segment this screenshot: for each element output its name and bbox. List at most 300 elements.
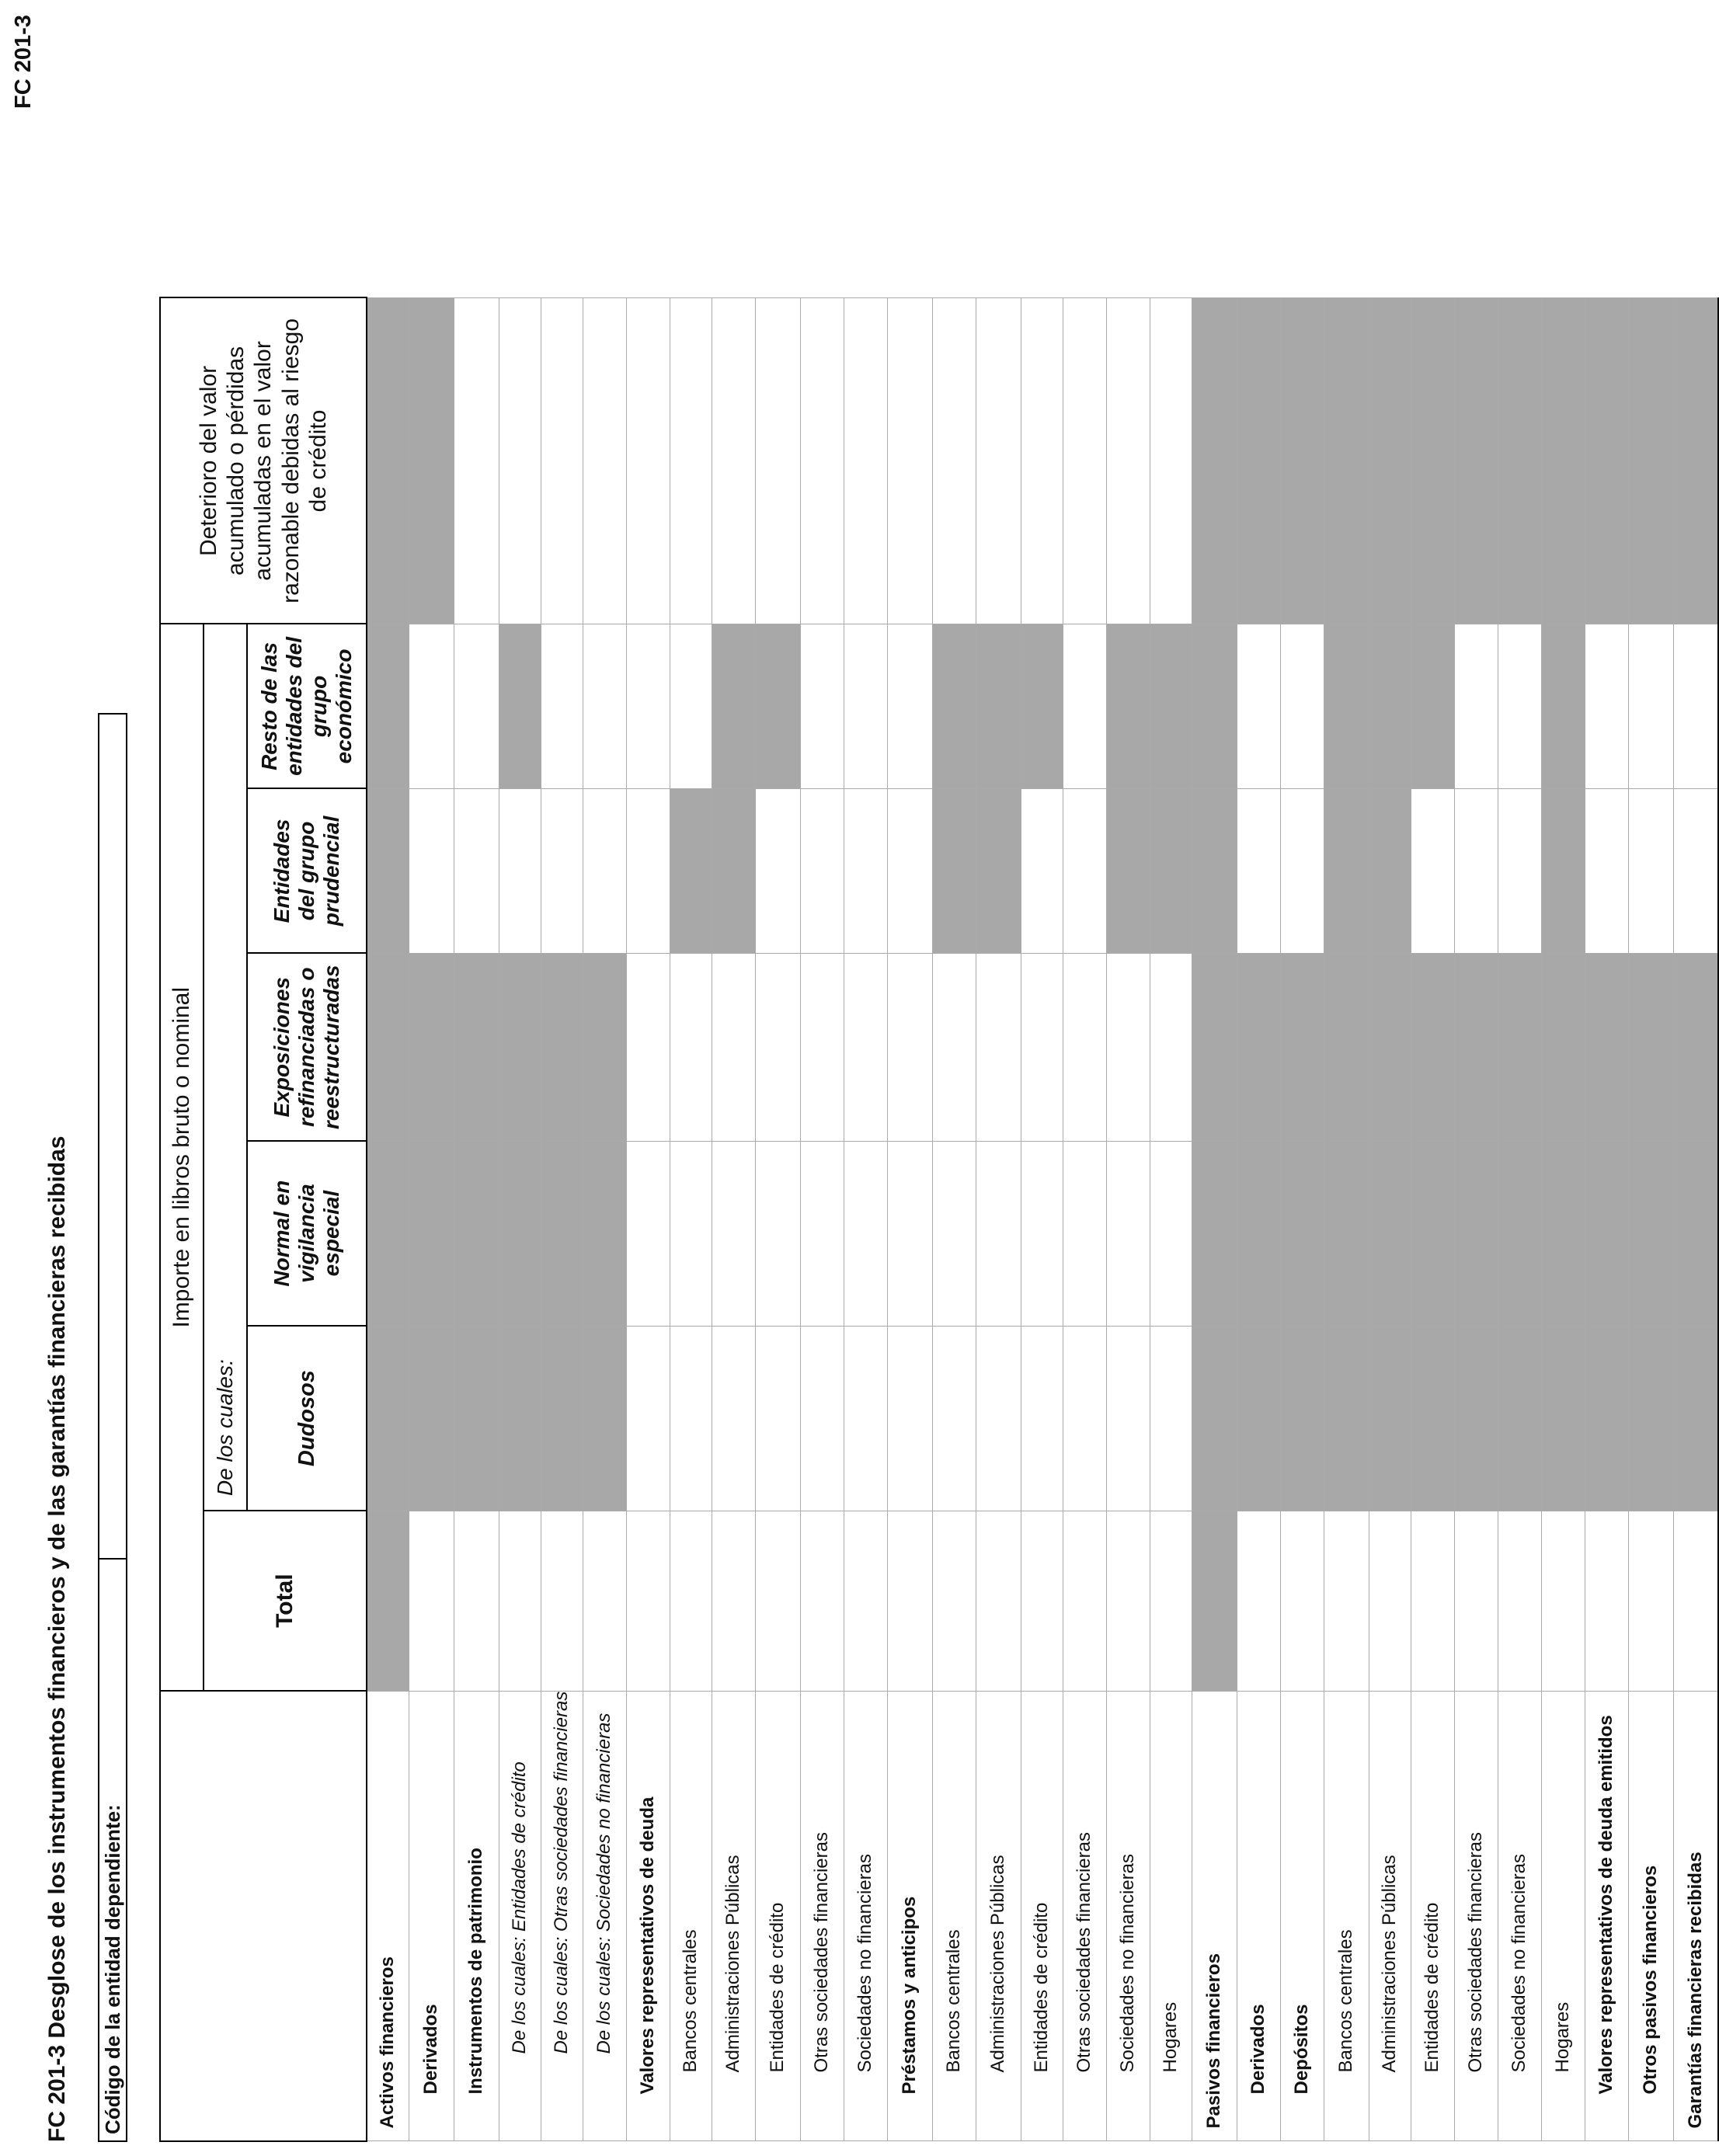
input-cell[interactable] — [583, 297, 626, 624]
input-cell[interactable] — [976, 1141, 1021, 1326]
input-cell[interactable] — [583, 1511, 626, 1691]
input-cell[interactable] — [1498, 1511, 1541, 1691]
row-label — [1237, 1691, 1280, 2141]
input-cell[interactable] — [1628, 1511, 1673, 1691]
shaded-cell — [1498, 297, 1541, 624]
table-row — [583, 297, 626, 2141]
input-cell[interactable] — [1063, 788, 1106, 953]
shaded-cell — [1585, 1141, 1628, 1326]
input-cell[interactable] — [1585, 788, 1628, 953]
shaded-cell — [1541, 297, 1585, 624]
shaded-cell — [499, 1326, 541, 1511]
input-cell[interactable] — [887, 1326, 932, 1511]
input-cell[interactable] — [976, 1511, 1021, 1691]
input-cell[interactable] — [670, 1326, 712, 1511]
table-row — [844, 297, 887, 2141]
shaded-cell — [1541, 1141, 1585, 1326]
input-cell[interactable] — [712, 953, 755, 1141]
table-row — [1454, 297, 1498, 2141]
refinanciadas-header: Exposiciones refinanciadas o reestructuradas — [247, 953, 367, 1141]
row-label — [1150, 1691, 1192, 2141]
input-cell[interactable] — [712, 1141, 755, 1326]
input-cell[interactable] — [1237, 788, 1280, 953]
input-cell[interactable] — [755, 297, 800, 624]
row-label-text: Administraciones Públicas — [722, 1855, 743, 2073]
shaded-cell — [976, 788, 1021, 953]
row-label — [976, 1691, 1021, 2141]
row-label-text: Instrumentos de patrimonio — [465, 1848, 486, 2095]
table-row — [1192, 297, 1237, 2141]
row-label-header — [160, 1691, 367, 2141]
shaded-cell — [1192, 788, 1237, 953]
shaded-cell — [670, 788, 712, 953]
shaded-cell — [1673, 297, 1718, 624]
row-label — [454, 1691, 499, 2141]
shaded-cell — [1369, 1326, 1411, 1511]
input-cell[interactable] — [844, 788, 887, 953]
shaded-cell — [409, 297, 454, 624]
table-row — [1280, 297, 1324, 2141]
input-cell[interactable] — [844, 1326, 887, 1511]
input-cell[interactable] — [499, 297, 541, 624]
table-row — [800, 297, 844, 2141]
input-cell[interactable] — [1454, 788, 1498, 953]
shaded-cell — [1150, 788, 1192, 953]
input-cell[interactable] — [1063, 1511, 1106, 1691]
row-label — [712, 1691, 755, 2141]
row-label-text: Depósitos — [1291, 2004, 1312, 2095]
shaded-cell — [1369, 953, 1411, 1141]
table-row — [367, 297, 409, 2141]
input-cell[interactable] — [712, 297, 755, 624]
input-cell[interactable] — [1150, 953, 1192, 1141]
shaded-cell — [1628, 1326, 1673, 1511]
row-label — [1454, 1691, 1498, 2141]
input-cell[interactable] — [626, 297, 670, 624]
input-cell[interactable] — [670, 624, 712, 788]
form-code: FC 201-3 — [11, 15, 36, 109]
input-cell[interactable] — [1541, 1511, 1585, 1691]
shaded-cell — [1192, 1326, 1237, 1511]
input-cell[interactable] — [887, 788, 932, 953]
input-cell[interactable] — [1106, 1141, 1150, 1326]
shaded-cell — [1324, 624, 1369, 788]
input-cell[interactable] — [1673, 1511, 1718, 1691]
input-cell[interactable] — [712, 1511, 755, 1691]
input-cell[interactable] — [1021, 1326, 1063, 1511]
row-label-text: Otras sociedades financieras — [1465, 1832, 1486, 2073]
input-cell[interactable] — [1063, 624, 1106, 788]
shaded-cell — [1280, 1141, 1324, 1326]
shaded-cell — [1237, 1326, 1280, 1511]
shaded-cell — [454, 1141, 499, 1326]
shaded-cell — [409, 1141, 454, 1326]
input-cell[interactable] — [626, 788, 670, 953]
shaded-cell — [499, 953, 541, 1141]
input-cell[interactable] — [755, 953, 800, 1141]
input-cell[interactable] — [844, 297, 887, 624]
input-cell[interactable] — [712, 1326, 755, 1511]
row-label-text: Entidades de crédito — [1031, 1902, 1052, 2073]
shaded-cell — [1541, 953, 1585, 1141]
shaded-cell — [1454, 1326, 1498, 1511]
shaded-cell — [1280, 297, 1324, 624]
input-cell[interactable] — [976, 1326, 1021, 1511]
input-cell[interactable] — [1673, 624, 1718, 788]
input-cell[interactable] — [1628, 624, 1673, 788]
input-cell[interactable] — [887, 1511, 932, 1691]
row-label — [755, 1691, 800, 2141]
shaded-cell — [755, 624, 800, 788]
input-cell[interactable] — [800, 297, 844, 624]
shaded-cell — [1324, 297, 1369, 624]
shaded-cell — [583, 953, 626, 1141]
shaded-cell — [1498, 1326, 1541, 1511]
input-cell[interactable] — [541, 788, 583, 953]
entity-code-box — [98, 713, 127, 2142]
table-row — [1541, 297, 1585, 2141]
shaded-cell — [367, 1326, 409, 1511]
shaded-cell — [932, 788, 976, 953]
shaded-cell — [541, 1141, 583, 1326]
row-label-text: Sociedades no financieras — [593, 1713, 614, 1932]
input-cell[interactable] — [800, 624, 844, 788]
input-cell[interactable] — [454, 624, 499, 788]
input-cell[interactable] — [409, 1511, 454, 1691]
input-cell[interactable] — [1280, 1511, 1324, 1691]
row-label — [409, 1691, 454, 2141]
input-cell[interactable] — [670, 1141, 712, 1326]
row-label — [583, 1691, 626, 2141]
row-label-text: Otras sociedades financieras — [551, 1691, 572, 1932]
row-label — [1369, 1691, 1411, 2141]
shaded-cell — [367, 788, 409, 953]
input-cell[interactable] — [1106, 1511, 1150, 1691]
input-cell[interactable] — [1673, 788, 1718, 953]
shaded-cell — [1324, 1141, 1369, 1326]
shaded-cell — [367, 1141, 409, 1326]
input-cell[interactable] — [626, 1326, 670, 1511]
breakdown-table — [159, 297, 1719, 2142]
input-cell[interactable] — [1411, 1511, 1454, 1691]
shaded-cell — [1628, 297, 1673, 624]
resto-grupo-header: Resto de las entidades del grupo económico — [247, 624, 367, 788]
input-cell[interactable] — [1106, 297, 1150, 624]
shaded-cell — [583, 1141, 626, 1326]
row-label-text: Hogares — [1552, 2001, 1573, 2073]
input-cell[interactable] — [844, 624, 887, 788]
shaded-cell — [1237, 1141, 1280, 1326]
row-label — [1673, 1691, 1718, 2141]
input-cell[interactable] — [1585, 624, 1628, 788]
shaded-cell — [1324, 788, 1369, 953]
shaded-cell — [1280, 1326, 1324, 1511]
input-cell[interactable] — [626, 953, 670, 1141]
row-label-text: Otras sociedades financieras — [1074, 1832, 1094, 2073]
table-row — [454, 297, 499, 2141]
shaded-cell — [1585, 1326, 1628, 1511]
table-row — [1021, 297, 1063, 2141]
shaded-cell — [367, 1511, 409, 1691]
shaded-cell — [1106, 624, 1150, 788]
table-row — [1673, 297, 1718, 2141]
row-label-text: Pasivos financieros — [1203, 1953, 1224, 2129]
shaded-cell — [1628, 1141, 1673, 1326]
table-row — [541, 297, 583, 2141]
input-cell[interactable] — [1628, 788, 1673, 953]
input-cell[interactable] — [887, 953, 932, 1141]
input-cell[interactable] — [800, 788, 844, 953]
input-cell[interactable] — [1021, 953, 1063, 1141]
row-label — [1498, 1691, 1541, 2141]
shaded-cell — [1192, 624, 1237, 788]
row-label-text: Entidades de crédito — [509, 1761, 530, 1932]
table-row — [976, 297, 1021, 2141]
input-cell[interactable] — [670, 297, 712, 624]
input-cell[interactable] — [454, 1511, 499, 1691]
shaded-cell — [367, 624, 409, 788]
input-cell[interactable] — [1369, 1511, 1411, 1691]
input-cell[interactable] — [1237, 1511, 1280, 1691]
page-title: FC 201-3 Desglose de los instrumentos financieros y de las garantías financieras recibidas — [44, 1135, 70, 2142]
input-cell[interactable] — [1498, 624, 1541, 788]
row-label-text: Otras sociedades financieras — [811, 1832, 832, 2073]
input-cell[interactable] — [755, 788, 800, 953]
input-cell[interactable] — [1063, 297, 1106, 624]
row-label-text: Administraciones Públicas — [1379, 1855, 1400, 2073]
shaded-cell — [1498, 1141, 1541, 1326]
row-label-text: Hogares — [1160, 2001, 1181, 2073]
input-cell[interactable] — [583, 624, 626, 788]
row-label — [1021, 1691, 1063, 2141]
input-cell[interactable] — [1063, 1326, 1106, 1511]
row-label-text: Derivados — [1247, 2004, 1268, 2095]
shaded-cell — [1150, 624, 1192, 788]
row-label — [541, 1691, 583, 2141]
row-label — [1324, 1691, 1369, 2141]
input-cell[interactable] — [670, 953, 712, 1141]
input-cell[interactable] — [454, 297, 499, 624]
grupo-prudencial-header: Entidades del grupo prudencial — [247, 788, 367, 953]
table-row — [1369, 297, 1411, 2141]
input-cell[interactable] — [1324, 1511, 1369, 1691]
input-cell[interactable] — [499, 1511, 541, 1691]
row-label — [367, 1691, 409, 2141]
row-label-prefix: De los cuales: — [509, 1932, 530, 2054]
shaded-cell — [1324, 1326, 1369, 1511]
input-cell[interactable] — [844, 953, 887, 1141]
input-cell[interactable] — [409, 788, 454, 953]
input-cell[interactable] — [1585, 1511, 1628, 1691]
shaded-cell — [1369, 624, 1411, 788]
row-label — [844, 1691, 887, 2141]
input-cell[interactable] — [800, 1141, 844, 1326]
input-cell[interactable] — [409, 624, 454, 788]
input-cell[interactable] — [1063, 953, 1106, 1141]
input-cell[interactable] — [583, 788, 626, 953]
row-label-text: Sociedades no financieras — [1117, 1853, 1138, 2073]
table-row — [1411, 297, 1454, 2141]
input-cell[interactable] — [1106, 953, 1150, 1141]
input-cell[interactable] — [800, 953, 844, 1141]
input-cell[interactable] — [499, 788, 541, 953]
shaded-cell — [1369, 788, 1411, 953]
input-cell[interactable] — [800, 1511, 844, 1691]
table-row — [1324, 297, 1369, 2141]
row-label-text: Garantías financieras recibidas — [1684, 1852, 1706, 2129]
shaded-cell — [499, 624, 541, 788]
input-cell[interactable] — [976, 297, 1021, 624]
row-label-text: Préstamos y anticipos — [899, 1896, 920, 2095]
input-cell[interactable] — [1280, 788, 1324, 953]
row-label — [800, 1691, 844, 2141]
row-label — [1411, 1691, 1454, 2141]
row-label-text: Valores representativos de deuda emitidos — [1595, 1715, 1616, 2095]
input-cell[interactable] — [976, 953, 1021, 1141]
shaded-cell — [1673, 1326, 1718, 1511]
table-row — [1150, 297, 1192, 2141]
shaded-cell — [1324, 953, 1369, 1141]
shaded-cell — [1454, 953, 1498, 1141]
row-label — [1541, 1691, 1585, 2141]
shaded-cell — [1498, 953, 1541, 1141]
shaded-cell — [1585, 297, 1628, 624]
table-row — [409, 297, 454, 2141]
shaded-cell — [1192, 1511, 1237, 1691]
shaded-cell — [1541, 788, 1585, 953]
input-cell[interactable] — [1021, 788, 1063, 953]
shaded-cell — [932, 624, 976, 788]
input-cell[interactable] — [1237, 624, 1280, 788]
shaded-cell — [1411, 953, 1454, 1141]
shaded-cell — [1585, 953, 1628, 1141]
shaded-cell — [1411, 297, 1454, 624]
row-label-text: Activos financieros — [377, 1956, 398, 2129]
shaded-cell — [1369, 1141, 1411, 1326]
table-row — [499, 297, 541, 2141]
input-cell[interactable] — [1021, 1141, 1063, 1326]
shaded-cell — [712, 788, 755, 953]
row-label-text: Administraciones Públicas — [987, 1855, 1008, 2073]
row-label-prefix: De los cuales: — [551, 1932, 572, 2054]
shaded-cell — [1454, 297, 1498, 624]
input-cell[interactable] — [1150, 1326, 1192, 1511]
row-label — [499, 1691, 541, 2141]
table-row — [1106, 297, 1150, 2141]
input-cell[interactable] — [844, 1511, 887, 1691]
input-cell[interactable] — [800, 1326, 844, 1511]
shaded-cell — [1021, 624, 1063, 788]
input-cell[interactable] — [626, 1141, 670, 1326]
input-cell[interactable] — [1411, 788, 1454, 953]
row-label-text: Bancos centrales — [943, 1929, 964, 2073]
shaded-cell — [1454, 1141, 1498, 1326]
shaded-cell — [583, 1326, 626, 1511]
table-row — [670, 297, 712, 2141]
input-cell[interactable] — [1454, 1511, 1498, 1691]
table-row — [1628, 297, 1673, 2141]
row-label — [1585, 1691, 1628, 2141]
input-cell[interactable] — [541, 1511, 583, 1691]
row-label — [626, 1691, 670, 2141]
table-row — [887, 297, 932, 2141]
shaded-cell — [1628, 953, 1673, 1141]
input-cell[interactable] — [932, 297, 976, 624]
input-cell[interactable] — [844, 1141, 887, 1326]
input-cell[interactable] — [670, 1511, 712, 1691]
input-cell[interactable] — [1021, 297, 1063, 624]
input-cell[interactable] — [454, 788, 499, 953]
input-cell[interactable] — [932, 1326, 976, 1511]
shaded-cell — [1237, 297, 1280, 624]
row-label-text: Sociedades no financieras — [854, 1853, 875, 2073]
shaded-cell — [367, 297, 409, 624]
table-row — [932, 297, 976, 2141]
row-label — [887, 1691, 932, 2141]
input-cell[interactable] — [932, 1511, 976, 1691]
input-cell[interactable] — [1498, 788, 1541, 953]
row-label-text: Bancos centrales — [680, 1929, 701, 2073]
input-cell[interactable] — [1150, 1141, 1192, 1326]
input-cell[interactable] — [755, 1141, 800, 1326]
table-row — [755, 297, 800, 2141]
shaded-cell — [1280, 953, 1324, 1141]
shaded-cell — [454, 953, 499, 1141]
table-row — [1063, 297, 1106, 2141]
shaded-cell — [409, 1326, 454, 1511]
input-cell[interactable] — [1454, 624, 1498, 788]
row-label-text: Entidades de crédito — [767, 1902, 788, 2073]
input-cell[interactable] — [626, 624, 670, 788]
shaded-cell — [1192, 1141, 1237, 1326]
normal-vigilancia-header: Normal en vigilancia especial — [247, 1141, 367, 1326]
shaded-cell — [1106, 788, 1150, 953]
input-cell[interactable] — [932, 953, 976, 1141]
input-cell[interactable] — [1106, 1326, 1150, 1511]
input-cell[interactable] — [1021, 1511, 1063, 1691]
row-label-text: Entidades de crédito — [1421, 1902, 1442, 2073]
row-label — [670, 1691, 712, 2141]
shaded-cell — [499, 1141, 541, 1326]
shaded-cell — [454, 1326, 499, 1511]
input-cell[interactable] — [541, 297, 583, 624]
shaded-cell — [976, 624, 1021, 788]
table-row — [626, 297, 670, 2141]
input-cell[interactable] — [755, 1511, 800, 1691]
input-cell[interactable] — [887, 1141, 932, 1326]
input-cell[interactable] — [932, 1141, 976, 1326]
shaded-cell — [1369, 297, 1411, 624]
entity-code-field[interactable] — [99, 715, 126, 1558]
input-cell[interactable] — [887, 624, 932, 788]
group-header: Importe en libros bruto o nominal — [160, 624, 204, 1691]
input-cell[interactable] — [887, 297, 932, 624]
input-cell[interactable] — [1280, 624, 1324, 788]
row-label-text: Derivados — [420, 2004, 441, 2095]
input-cell[interactable] — [626, 1511, 670, 1691]
input-cell[interactable] — [755, 1326, 800, 1511]
input-cell[interactable] — [1063, 1141, 1106, 1326]
table-row — [1498, 297, 1541, 2141]
row-label-text: Sociedades no financieras — [1508, 1853, 1529, 2073]
row-label-prefix: De los cuales: — [593, 1932, 614, 2054]
input-cell[interactable] — [541, 624, 583, 788]
entity-code-label: Código de la entidad dependiente: — [99, 1558, 126, 2140]
de-los-cuales-header: De los cuales: — [204, 624, 247, 1511]
row-label — [932, 1691, 976, 2141]
input-cell[interactable] — [1150, 1511, 1192, 1691]
input-cell[interactable] — [1150, 297, 1192, 624]
